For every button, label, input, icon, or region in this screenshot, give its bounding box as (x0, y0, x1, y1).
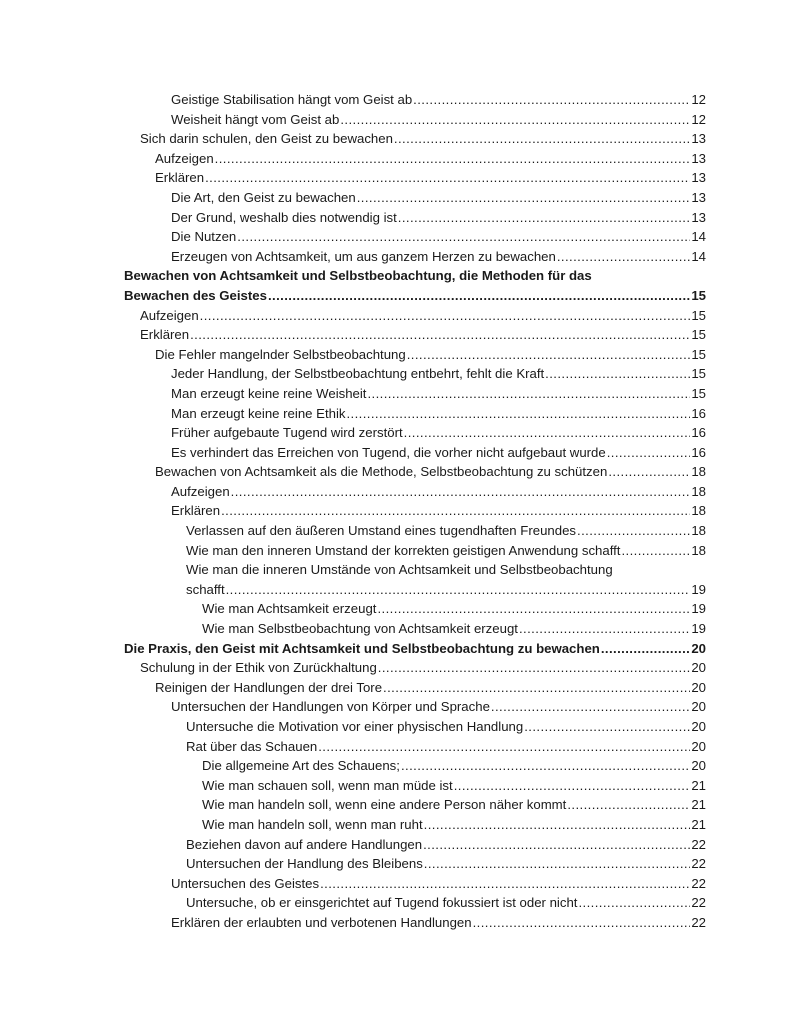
dot-leader (607, 443, 691, 463)
toc-entry-page-number: 18 (691, 483, 706, 499)
toc-entry-page-number: 20 (691, 640, 706, 656)
dot-leader (423, 835, 690, 855)
toc-entry-page-number: 14 (691, 229, 706, 245)
toc-entry-page-number: 21 (691, 777, 706, 793)
toc-entry[interactable] (124, 227, 706, 247)
toc-entry[interactable] (124, 521, 706, 541)
toc-entry-page-number: 13 (691, 150, 706, 166)
toc-entry-page-number: 21 (691, 797, 706, 813)
dot-leader (608, 462, 690, 482)
toc-entry[interactable] (124, 776, 706, 796)
dot-leader (577, 521, 690, 541)
dot-leader (367, 384, 690, 404)
dot-leader (473, 913, 691, 933)
toc-entry-title: Die Fehler mangelnder Selbstbeobachtung (155, 346, 406, 362)
toc-entry[interactable] (124, 345, 706, 365)
toc-entry-page-number: 13 (691, 189, 706, 205)
dot-leader (454, 776, 691, 796)
toc-entry-page-number: 15 (691, 307, 706, 323)
toc-entry-title: Sich darin schulen, den Geist zu bewachen (140, 131, 393, 147)
toc-entry-title: Wie man handeln soll, wenn man ruht (202, 816, 423, 832)
toc-entry-page-number: 22 (691, 875, 706, 891)
dot-leader (524, 717, 690, 737)
toc-entry[interactable] (124, 325, 706, 345)
toc-entry[interactable] (124, 795, 706, 815)
dot-leader (320, 874, 690, 894)
toc-entry-title: Weisheit hängt vom Geist ab (171, 111, 340, 127)
toc-entry[interactable] (124, 619, 706, 639)
toc-entry-page-number: 20 (691, 738, 706, 754)
toc-entry-page-number: 19 (691, 601, 706, 617)
toc-entry[interactable] (124, 423, 706, 443)
dot-leader (190, 325, 690, 345)
toc-entry-title: Wie man handeln soll, wenn eine andere Person näher kommt (202, 797, 567, 813)
toc-entry[interactable] (124, 541, 706, 561)
toc-entry[interactable] (124, 854, 706, 874)
dot-leader (567, 795, 690, 815)
toc-entry-title: Früher aufgebaute Tugend wird zerstört (171, 425, 403, 441)
dot-leader (491, 697, 690, 717)
dot-leader (557, 247, 690, 267)
toc-entry-title: Man erzeugt keine reine Ethik (171, 405, 346, 421)
toc-entry-title: Reinigen der Handlungen der drei Tore (155, 679, 383, 695)
toc-entry-title: Die Nutzen (171, 229, 237, 245)
toc-entry[interactable] (124, 384, 706, 404)
toc-entry[interactable] (124, 737, 706, 757)
toc-entry-title: Die Praxis, den Geist mit Achtsamkeit und Selbstbeobachtung zu bewachen (124, 640, 600, 656)
dot-leader (237, 227, 690, 247)
toc-entry[interactable] (124, 678, 706, 698)
toc-entry-page-number: 13 (691, 170, 706, 186)
dot-leader (205, 168, 690, 188)
toc-entry-page-number: 22 (691, 836, 706, 852)
toc-entry[interactable] (124, 482, 706, 502)
dot-leader (383, 678, 690, 698)
toc-entry[interactable] (124, 208, 706, 228)
dot-leader (621, 541, 690, 561)
toc-entry-title: Bewachen von Achtsamkeit als die Methode, Selbstbeobachtung zu schützen (155, 464, 608, 480)
dot-leader (413, 90, 690, 110)
toc-entry-page-number: 20 (691, 699, 706, 715)
toc-entry-title: Bewachen des Geistes (124, 287, 267, 303)
toc-entry[interactable] (124, 560, 706, 599)
toc-entry[interactable] (124, 639, 706, 659)
toc-entry[interactable] (124, 913, 706, 933)
toc-entry[interactable] (124, 815, 706, 835)
toc-entry-title: Untersuchen der Handlungen von Körper und Sprache (171, 699, 490, 715)
toc-entry-title: Untersuche die Motivation vor einer physischen Handlung (186, 719, 524, 734)
toc-entry[interactable] (124, 149, 706, 169)
toc-entry[interactable] (124, 599, 706, 619)
toc-entry-title: Wie man Selbstbeobachtung von Achtsamkeit erzeugt (202, 621, 518, 637)
toc-entry[interactable] (124, 443, 706, 463)
toc-entry-title: Erklären (171, 503, 221, 519)
dot-leader (377, 599, 690, 619)
toc-entry[interactable] (124, 364, 706, 384)
toc-entry-page-number: 19 (691, 581, 706, 597)
dot-leader (378, 658, 691, 678)
toc-entry-title: Geistige Stabilisation hängt vom Geist ab (171, 92, 413, 107)
toc-entry-title: Man erzeugt keine reine Weisheit (171, 385, 367, 401)
toc-entry-title: Wie man schauen soll, wenn man müde ist (202, 777, 453, 793)
dot-leader (221, 501, 690, 521)
toc-entry[interactable] (124, 306, 706, 326)
toc-entry-title: Aufzeigen (155, 150, 214, 166)
dot-leader (407, 345, 691, 365)
toc-entry-page-number: 13 (691, 209, 706, 225)
toc-entry-page-number: 18 (691, 503, 706, 519)
toc-entry-title: Verlassen auf den äußeren Umstand eines tugendhaften Freundes (186, 523, 577, 539)
dot-leader (578, 893, 690, 913)
toc-entry[interactable] (124, 129, 706, 149)
toc-entry[interactable] (124, 756, 706, 776)
toc-entry-page-number: 16 (691, 444, 706, 460)
toc-entry-page-number: 20 (691, 719, 706, 734)
toc-entry[interactable] (124, 266, 706, 305)
toc-entry-page-number: 22 (691, 914, 706, 930)
dot-leader (346, 404, 690, 424)
toc-entry[interactable] (124, 247, 706, 267)
toc-entry[interactable] (124, 658, 706, 678)
toc-entry[interactable] (124, 835, 706, 855)
toc-entry[interactable] (124, 462, 706, 482)
dot-leader (200, 306, 691, 326)
dot-leader (215, 149, 691, 169)
toc-entry-title: Untersuchen der Handlung des Bleibens (186, 856, 423, 872)
toc-entry-page-number: 20 (691, 660, 706, 676)
toc-entry-title: Beziehen davon auf andere Handlungen (186, 836, 423, 852)
toc-entry-page-number: 15 (691, 385, 706, 401)
toc-entry-page-number: 18 (691, 464, 706, 480)
dot-leader (404, 423, 691, 443)
toc-entry-page-number: 18 (691, 542, 706, 558)
toc-entry-page-number: 12 (691, 111, 706, 127)
dot-leader (357, 188, 691, 208)
toc-entry-page-number: 12 (691, 92, 706, 107)
toc-entry-page-number: 20 (691, 679, 706, 695)
dot-leader (545, 364, 690, 384)
dot-leader (601, 639, 690, 659)
toc-entry-title: Jeder Handlung, der Selbstbeobachtung entbehrt, fehlt die Kraft (171, 366, 545, 382)
toc-entry-page-number: 22 (691, 895, 706, 911)
toc-entry-title-line1: Wie man die inneren Umstände von Achtsamkeit und Selbstbeobachtung (186, 562, 613, 578)
toc-entry-title: Aufzeigen (140, 307, 199, 323)
toc-entry-page-number: 14 (691, 248, 706, 264)
toc-entry-title: Rat über das Schauen (186, 738, 318, 754)
dot-leader (394, 129, 690, 149)
toc-entry-page-number: 22 (691, 856, 706, 872)
toc-entry-title-line1: Bewachen von Achtsamkeit und Selbstbeobachtung, die Methoden für das (124, 268, 592, 284)
toc-entry[interactable] (124, 893, 706, 913)
toc-entry-title: Der Grund, weshalb dies notwendig ist (171, 209, 397, 225)
toc-entry-title: Aufzeigen (171, 483, 230, 499)
toc-entry-page-number: 21 (691, 816, 706, 832)
toc-entry-title: Untersuche, ob er einsgerichtet auf Tugend fokussiert ist oder nicht (186, 895, 578, 911)
toc-entry-page-number: 20 (691, 758, 706, 774)
toc-entry[interactable] (124, 874, 706, 894)
dot-leader (340, 110, 690, 130)
toc-entry[interactable] (124, 168, 706, 188)
toc-entry-title: Erzeugen von Achtsamkeit, um aus ganzem Herzen zu bewachen (171, 248, 556, 264)
toc-entry[interactable] (124, 188, 706, 208)
toc-entry-title: Die allgemeine Art des Schauens; (202, 758, 400, 774)
dot-leader (519, 619, 690, 639)
toc-entry-page-number: 13 (691, 131, 706, 147)
toc-entry-title: Erklären (140, 327, 190, 343)
toc-entry-title: Erklären der erlaubten und verbotenen Handlungen (171, 914, 472, 930)
toc-entry-page-number: 18 (691, 523, 706, 539)
toc-entry[interactable] (124, 501, 706, 521)
dot-leader (424, 854, 691, 874)
toc-entry[interactable] (124, 90, 706, 110)
toc-entry-page-number: 15 (691, 346, 706, 362)
dot-leader (401, 756, 690, 776)
toc-entry[interactable] (124, 697, 706, 717)
toc-entry-title: Die Art, den Geist zu bewachen (171, 189, 356, 205)
toc-entry-title: Wie man Achtsamkeit erzeugt (202, 601, 377, 617)
toc-entry[interactable] (124, 404, 706, 424)
toc-entry-title: schafft (186, 581, 225, 597)
dot-leader (231, 482, 691, 502)
toc-entry-page-number: 16 (691, 425, 706, 441)
toc-entry-title: Schulung in der Ethik von Zurückhaltung (140, 660, 377, 676)
toc-entry-page-number: 15 (691, 327, 706, 343)
toc-entry-page-number: 15 (691, 287, 706, 303)
dot-leader (226, 580, 691, 600)
toc-entry-title: Es verhindert das Erreichen von Tugend, die vorher nicht aufgebaut wurde (171, 444, 606, 460)
dot-leader (424, 815, 691, 835)
table-of-contents (124, 90, 706, 933)
toc-entry-page-number: 19 (691, 621, 706, 637)
toc-entry-page-number: 15 (691, 366, 706, 382)
dot-leader (268, 286, 690, 306)
dot-leader (318, 737, 690, 757)
dot-leader (398, 208, 691, 228)
toc-entry[interactable] (124, 717, 706, 737)
toc-entry-title: Untersuchen des Geistes (171, 875, 320, 891)
toc-entry[interactable] (124, 110, 706, 130)
toc-entry-title: Wie man den inneren Umstand der korrekten geistigen Anwendung schafft (186, 542, 621, 558)
toc-entry-title: Erklären (155, 170, 205, 186)
toc-entry-page-number: 16 (691, 405, 706, 421)
